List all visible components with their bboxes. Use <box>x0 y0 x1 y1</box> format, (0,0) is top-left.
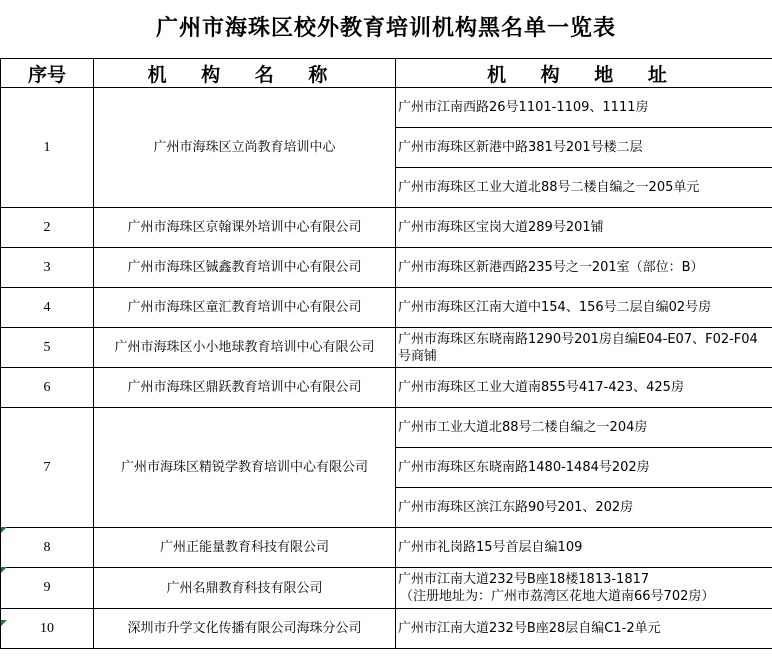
institution-name: 广州市海珠区精锐学教育培训中心有限公司 <box>94 408 396 528</box>
header-name: 机 构 名 称 <box>94 59 396 88</box>
institution-address: 广州市海珠区新港西路235号之一201室（部位：B） <box>396 248 772 288</box>
address-line: 广州市江南大道232号B座18楼1813-1817 <box>398 572 650 587</box>
row-number: 7 <box>1 408 94 528</box>
row-number: 8 <box>1 528 94 568</box>
institution-name: 广州市海珠区立尚教育培训中心 <box>94 88 396 208</box>
table-row <box>1 528 772 568</box>
institution-address: 广州市海珠区工业大道北88号二楼自编之一205单元 <box>396 168 772 208</box>
table-row <box>1 609 772 649</box>
institution-name: 广州市海珠区小小地球教育培训中心有限公司 <box>94 328 396 368</box>
institution-name: 广州市海珠区铖鑫教育培训中心有限公司 <box>94 248 396 288</box>
table-row <box>1 328 772 368</box>
institution-address: 广州市海珠区东晓南路1480-1484号202房 <box>396 448 772 488</box>
table-row <box>1 288 772 328</box>
institution-name: 广州正能量教育科技有限公司 <box>94 528 396 568</box>
page-title: 广州市海珠区校外教育培训机构黑名单一览表 <box>155 16 616 41</box>
cell-note-indicator <box>1 567 7 573</box>
table-row <box>1 88 772 128</box>
institution-address: 广州市海珠区工业大道南855号417-423、425房 <box>396 368 772 408</box>
row-number: 2 <box>1 208 94 248</box>
row-number: 4 <box>1 288 94 328</box>
institution-name: 广州市海珠区京翰课外培训中心有限公司 <box>94 208 396 248</box>
institution-address <box>396 568 772 609</box>
cell-note-indicator <box>1 620 7 626</box>
institution-address: 广州市礼岗路15号首层自编109 <box>396 528 772 568</box>
table-row <box>1 408 772 448</box>
header-row <box>1 59 772 88</box>
institution-address: 广州市海珠区江南大道中154、156号二层自编02号房 <box>396 288 772 328</box>
institution-address: 广州市海珠区东晓南路1290号201房自编E04-E07、F02-F04号商铺 <box>396 328 772 368</box>
table-row <box>1 568 772 609</box>
institution-address: 广州市江南大道232号B座28层自编C1-2单元 <box>396 609 772 649</box>
institution-name: 广州名鼎教育科技有限公司 <box>94 568 396 609</box>
blacklist-table <box>0 58 772 649</box>
institution-name: 深圳市升学文化传播有限公司海珠分公司 <box>94 609 396 649</box>
row-number: 3 <box>1 248 94 288</box>
row-number: 5 <box>1 328 94 368</box>
row-number: 10 <box>1 609 94 649</box>
table-row <box>1 248 772 288</box>
row-number: 6 <box>1 368 94 408</box>
institution-address: 广州市江南西路26号1101-1109、1111房 <box>396 88 772 128</box>
institution-name: 广州市海珠区童汇教育培训中心有限公司 <box>94 288 396 328</box>
header-address: 机 构 地 址 <box>396 59 772 88</box>
institution-address: 广州市工业大道北88号二楼自编之一204房 <box>396 408 772 448</box>
institution-address: 广州市海珠区新港中路381号201号楼二层 <box>396 128 772 168</box>
institution-name: 广州市海珠区鼎跃教育培训中心有限公司 <box>94 368 396 408</box>
registered-address-note: （注册地址为：广州市荔湾区花地大道南66号702房） <box>400 589 715 604</box>
table-row <box>1 208 772 248</box>
row-number: 9 <box>1 568 94 609</box>
cell-note-indicator <box>1 527 7 533</box>
institution-address: 广州市海珠区滨江东路90号201、202房 <box>396 488 772 528</box>
table-row <box>1 368 772 408</box>
institution-address: 广州市海珠区宝岗大道289号201铺 <box>396 208 772 248</box>
row-number: 1 <box>1 88 94 208</box>
header-number: 序号 <box>1 59 94 88</box>
